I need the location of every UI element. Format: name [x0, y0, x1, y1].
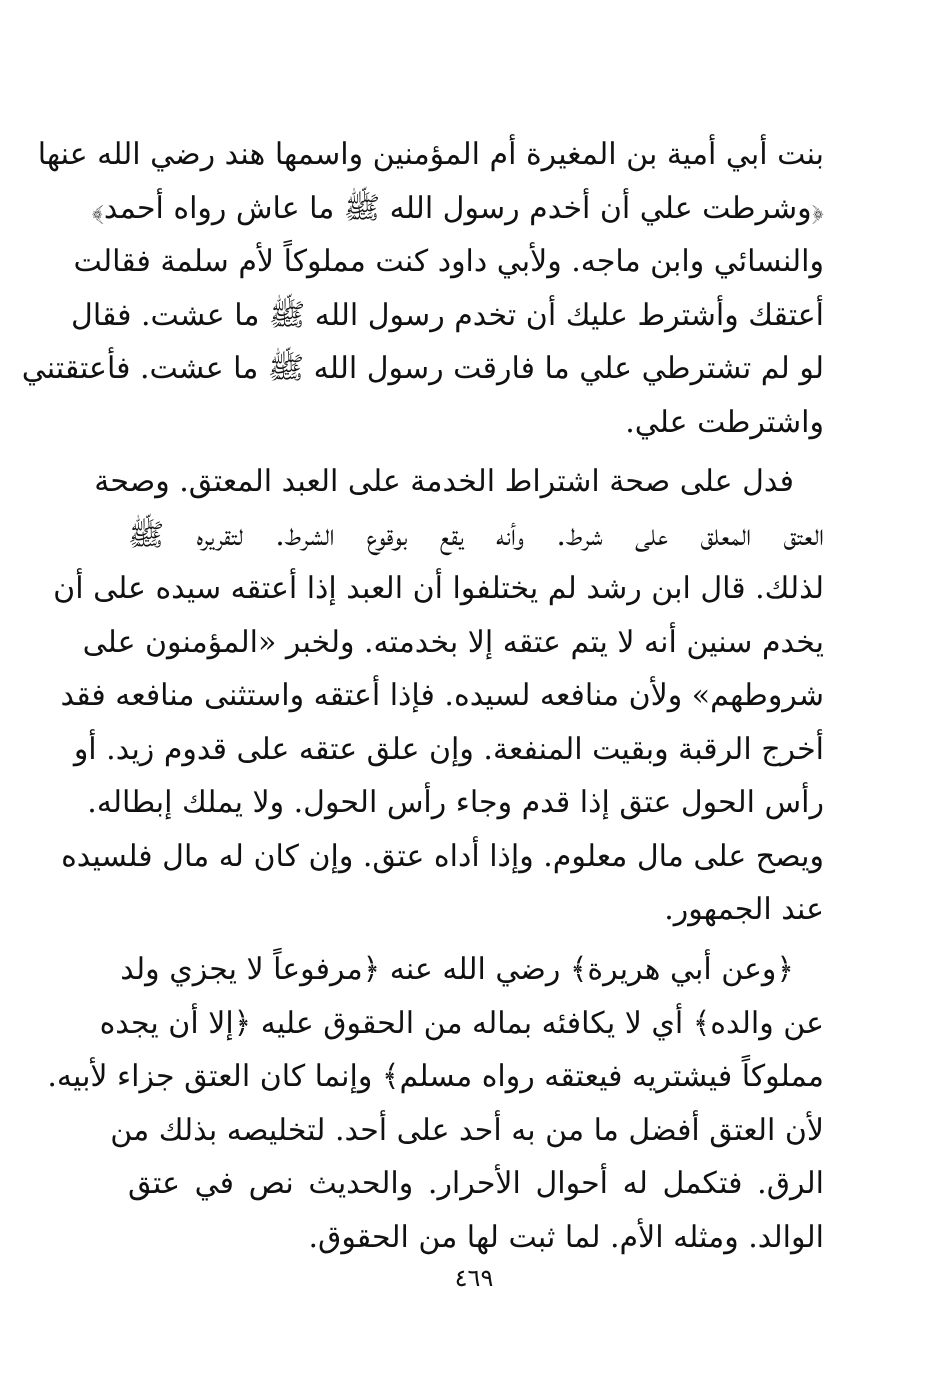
text-line: ﴿وعن أبي هريرة﴾ رضي الله عنه ﴿مرفوعاً لا يجزي ولد [120, 952, 794, 987]
text-line: العتق المعلق على شرط. وأنه يقع بوقوع الشرط. لتقريره ﷺ [128, 517, 824, 553]
text-line: أخرج الرقبة وبقيت المنفعة. وإن علق عتقه على قدوم زيد. أو [73, 731, 824, 767]
text-line: لو لم تشترطي علي ما فارقت رسول الله ﷺ ما عشت. فأعتقتني [21, 351, 824, 386]
paragraph-1 [21, 128, 824, 449]
text-line: مملوكاً فيشتريه فيعتقه رواه مسلم﴾ وإنما كان العتق جزاء لأبيه. [47, 1059, 824, 1094]
text-line: الوالد. ومثله الأم. لما ثبت لها من الحقوق. [308, 1219, 824, 1255]
text-line: عند الجمهور. [664, 892, 824, 927]
text-line: شروطهم» ولأن منافعه لسيده. فإذا أعتقه واستثنى منافعه فقد [60, 678, 824, 713]
paragraph-3 [47, 943, 824, 1264]
text-line: بنت أبي أمية بن المغيرة أم المؤمنين واسمها هند رضي الله عنها [37, 137, 824, 172]
text-line: يخدم سنين أنه لا يتم عتقه إلا بخدمته. ولخبر «المؤمنون على [82, 624, 824, 660]
text-line: واشترطت علي. [625, 404, 824, 440]
text-line: أعتقك وأشترط عليك أن تخدم رسول الله ﷺ ما عشت. فقال [71, 297, 824, 333]
paragraph-2 [53, 455, 824, 937]
text-line: عن والده﴾ أي لا يكافئه بماله من الحقوق عليه ﴿إلا أن يجده [99, 1005, 824, 1041]
text-line: ويصح على مال معلوم. وإذا أداه عتق. وإن كان له مال فلسيده [61, 838, 824, 874]
text-line: لأن العتق أفضل ما من به أحد على أحد. لتخليصه بذلك من [110, 1112, 824, 1148]
text-line: رأس الحول عتق إذا قدم وجاء رأس الحول. ولا يملك إبطاله. [87, 785, 824, 820]
text-line: لذلك. قال ابن رشد لم يختلفوا أن العبد إذا أعتقه سيده على أن [53, 571, 824, 606]
text-line: فدل على صحة اشتراط الخدمة على العبد المعتق. وصحة [94, 464, 794, 499]
page-number: ٤٦٩ [454, 1264, 494, 1292]
text-line: الرق. فتكمل له أحوال الأحرار. والحديث نص في عتق [128, 1166, 824, 1201]
text-line: ﴿وشرطت علي أن أخدم رسول الله ﷺ ما عاش رواه أحمد﴾ [91, 190, 824, 226]
text-line: والنسائي وابن ماجه. ولأبي داود كنت مملوكاً لأم سلمة فقالت [73, 244, 824, 279]
